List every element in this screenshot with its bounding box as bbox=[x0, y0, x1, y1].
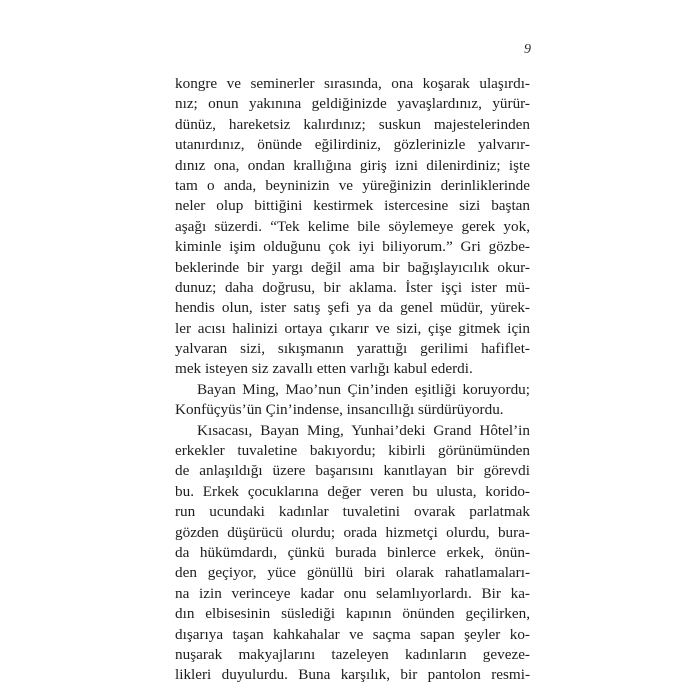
text-line: yalvaran sizi, sıkışmanın yarattığı gerilimi hafiflet- bbox=[175, 340, 530, 358]
text-line: run ucundaki kadınlar tuvaletini ovarak parlatmak bbox=[175, 503, 530, 521]
text-line: kongre ve seminerler sırasında, ona koşarak ulaşırdı- bbox=[175, 75, 530, 92]
text-line: den geçiyor, yüce gönüllü biri olarak rahatlamaları- bbox=[175, 564, 530, 582]
text-line: gözden düşürücü olurdu; orada hizmetçi olurdu, bura- bbox=[175, 523, 530, 541]
text-line: beklerinde bir yargı değil ama bir bağışlayıcılık okur- bbox=[175, 258, 530, 276]
text-line: likleri duyulurdu. Buna karşılık, bir pantolon resmi- bbox=[175, 666, 530, 684]
text-line: nız; onun yakınına geldiğinizde yavaşlardınız, yürür- bbox=[175, 95, 530, 113]
text-line: erkekler tuvaletine bakıyordu; kibirli görünümünden bbox=[175, 442, 530, 460]
text-line: da hükümdardı, çünkü burada binlerce erkek, önün- bbox=[175, 543, 530, 561]
text-line: Kısacası, Bayan Ming, Yunhai’deki Grand Hôtel’in bbox=[197, 421, 530, 439]
text-line: dunuz; daha doğrusu, bir aklama. İster işçi ister mü- bbox=[175, 278, 530, 296]
body-text bbox=[175, 74, 530, 686]
text-line: Konfüçyüs’ün Çin’indense, insancıllığı sürdürüyordu. bbox=[175, 401, 504, 419]
text-line: de anlaşıldığı üzere başarısını kanıtlayan bir görevdi bbox=[175, 462, 530, 480]
paragraph bbox=[175, 74, 530, 380]
text-line: na izin verinceye kadar onu selamlıyorlardı. Bir ka- bbox=[175, 584, 530, 602]
text-line: dınız ona, ondan krallığına giriş izni dilenirdiniz; işte bbox=[175, 156, 530, 174]
page-number: 9 bbox=[524, 42, 531, 57]
text-line: Bayan Ming, Mao’nun Çin’inden eşitliği koruyordu; bbox=[197, 380, 530, 398]
text-line: aşağı süzerdi. “Tek kelime bile söylemeye gerek yok, bbox=[175, 217, 530, 235]
text-line: kiminle işim olduğunu çok iyi biliyorum.” Gri gözbe- bbox=[175, 238, 530, 256]
paragraph bbox=[175, 380, 530, 421]
text-line: neler olup bittiğini kestirmek istercesine sizi baştan bbox=[175, 197, 530, 215]
text-line: ler acısı halinizi ortaya çıkarır ve sizi, çişe gitmek için bbox=[175, 319, 530, 337]
text-line: utanırdınız, önünde eğilirdiniz, gözlerinizle yalvarır- bbox=[175, 136, 530, 154]
paragraph bbox=[175, 421, 530, 686]
text-line: mek isteyen siz zavallı etten varlığı kabul ederdi. bbox=[175, 360, 473, 378]
text-line: bu. Erkek çocuklarına değer veren bu ulusta, korido- bbox=[175, 482, 530, 500]
text-line: hendis olun, ister satış şefi ya da genel müdür, yürek- bbox=[175, 299, 530, 317]
text-line: dünüz, hareketsiz kalırdınız; suskun majestelerinden bbox=[175, 115, 530, 133]
text-line: dışarıya taşan kahkahalar ve saçma sapan şeyler ko- bbox=[175, 625, 530, 643]
text-line: nuşarak makyajlarını tazeleyen kadınların geveze- bbox=[175, 645, 530, 663]
text-line: tam o anda, beyninizin ve yüreğinizin derinliklerinde bbox=[175, 176, 530, 194]
text-line: dın elbisesinin süslediği kapının önünden geçilirken, bbox=[175, 605, 530, 623]
